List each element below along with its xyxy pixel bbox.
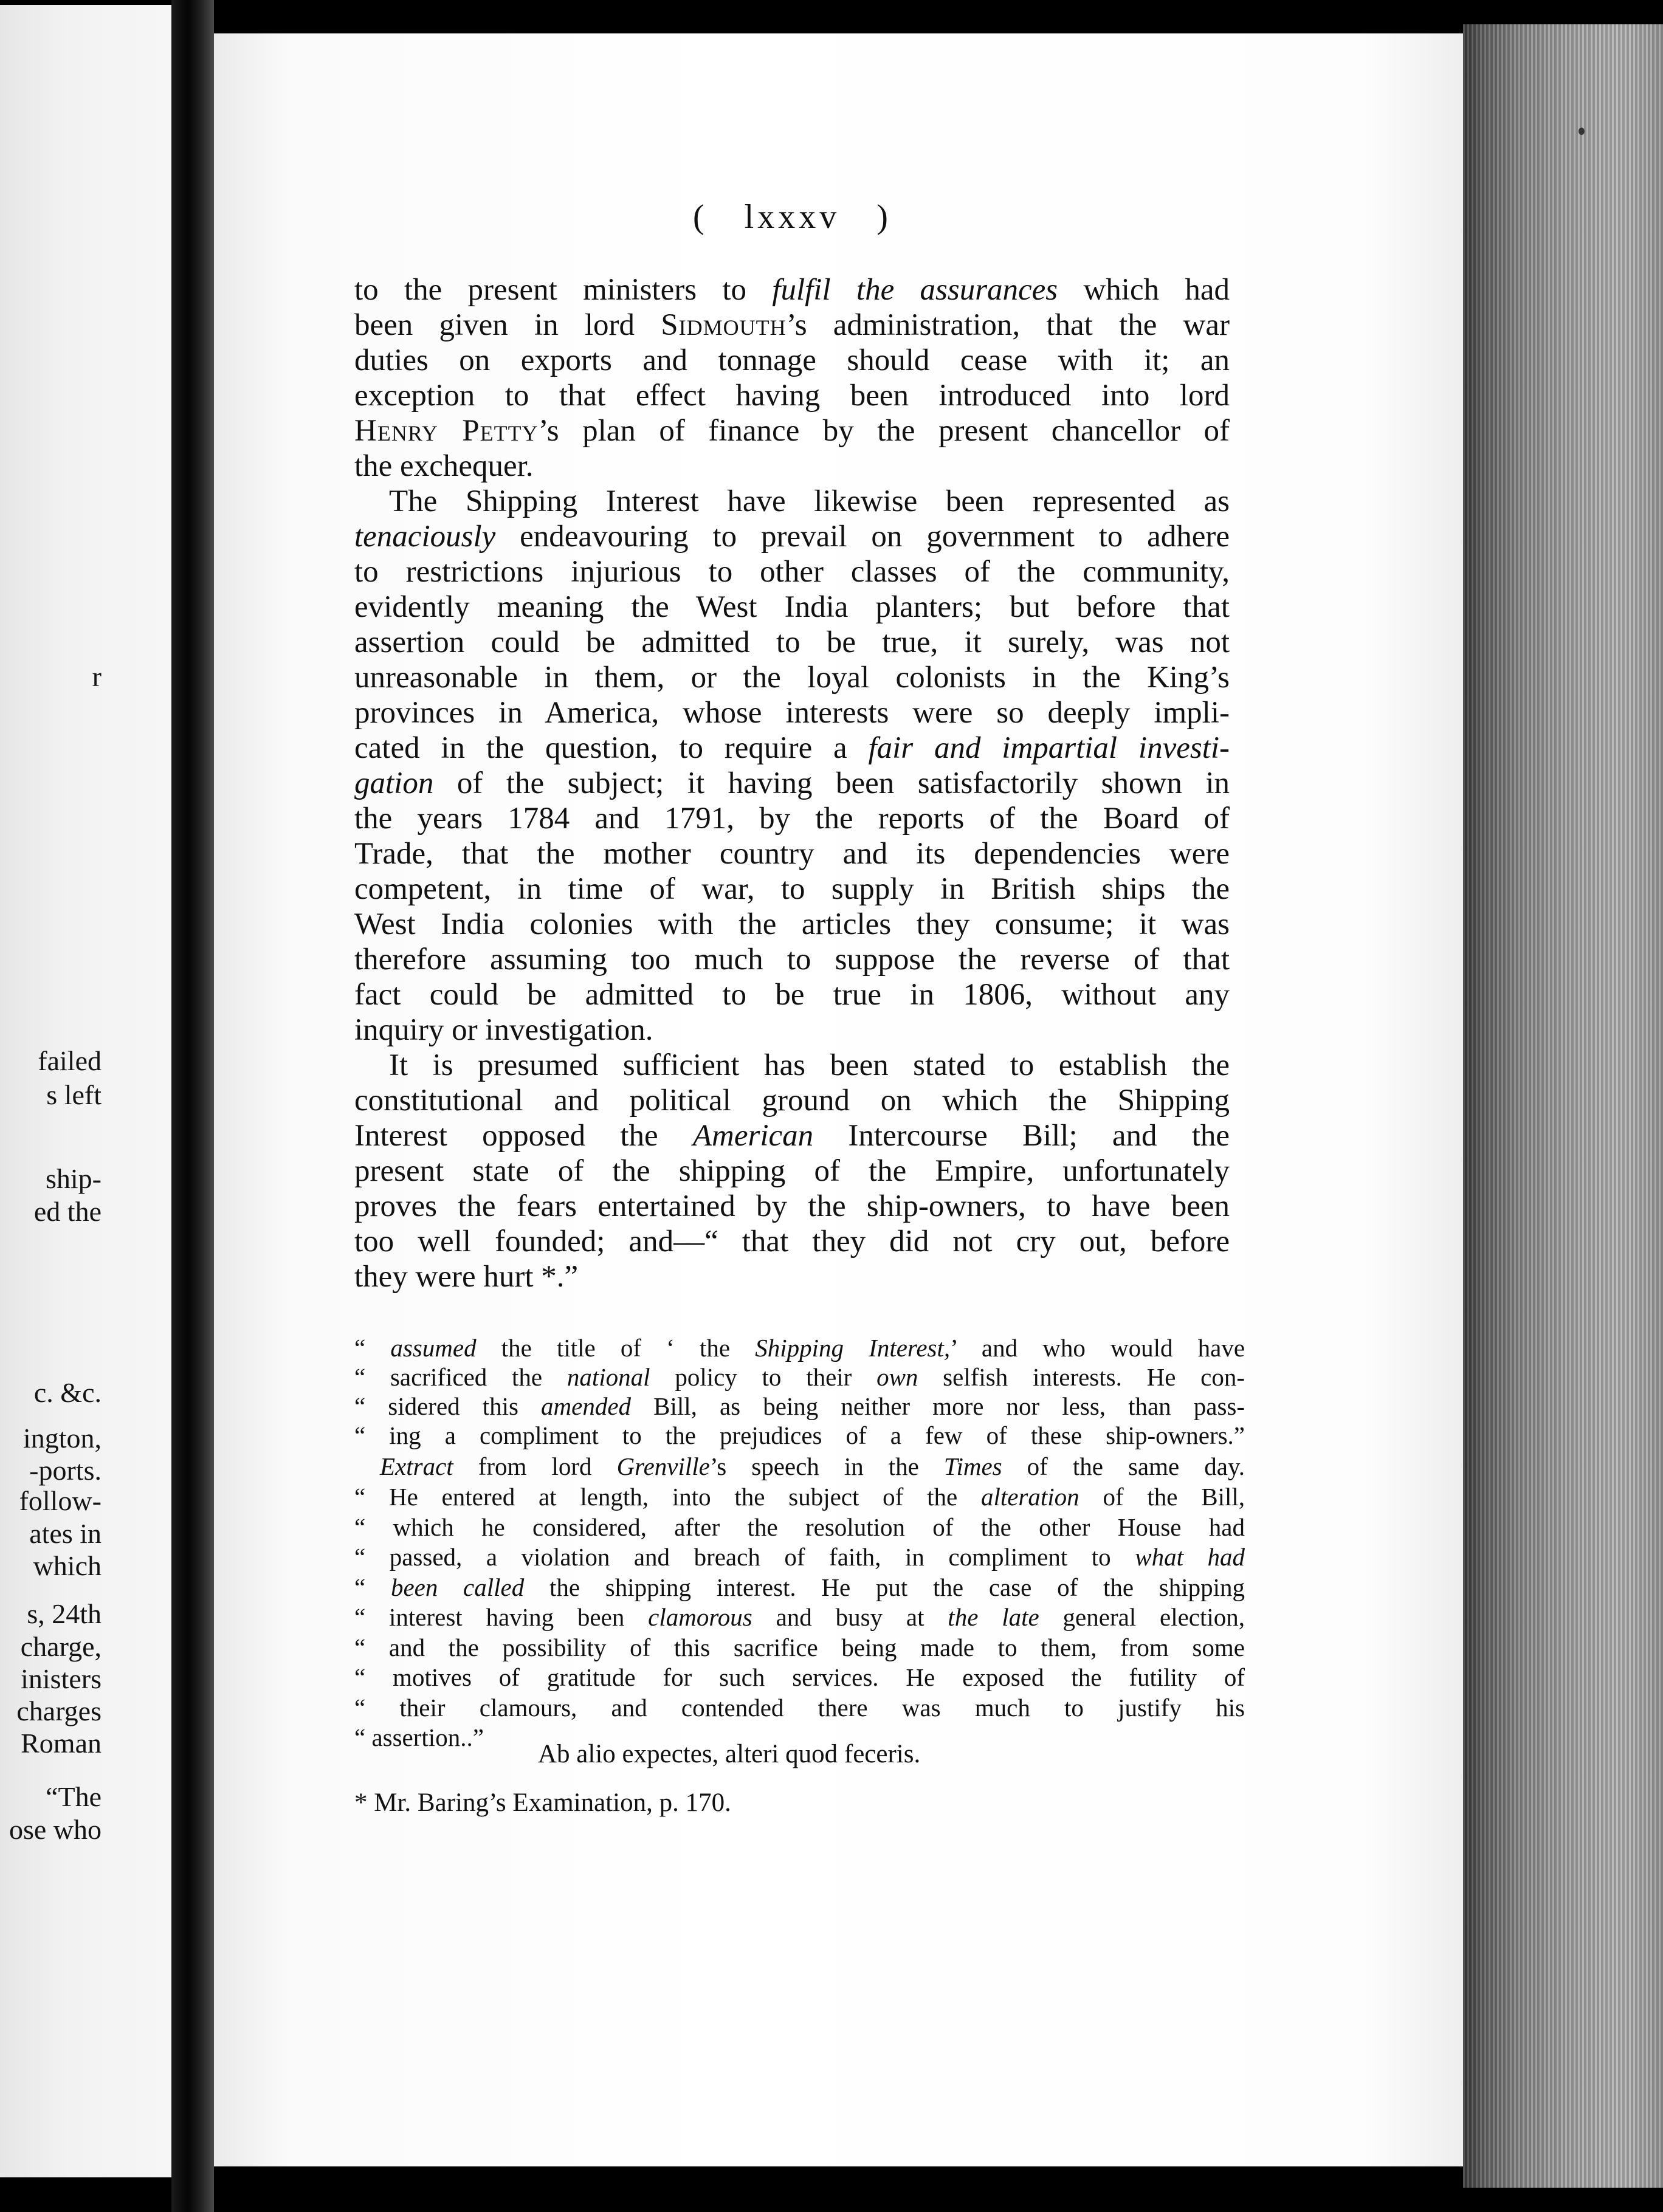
body-line: constitutional and political ground on which the Shipping [354,1084,1230,1118]
left-page-fragment: charge, [20,1631,102,1662]
left-page-fragment: inisters [21,1663,102,1694]
body-line: West India colonies with the articles they consume; it was [354,907,1230,941]
body-line: they were hurt *.” [354,1260,579,1294]
body-line: too well founded; and—“ that they did not cry out, before [354,1224,1230,1259]
left-page-fragment: Roman [21,1728,102,1759]
body-line: assertion could be admitted to be true, it surely, was not [354,625,1230,659]
footnote-line: “ and the possibility of this sacrifice being made to them, from some [354,1633,1245,1661]
body-line: inquiry or investigation. [354,1013,653,1047]
body-line: proves the fears entertained by the ship-owners, to have been [354,1189,1230,1223]
body-line: present state of the shipping of the Empire, unfortunately [354,1154,1230,1188]
left-page-fragment: r [92,661,102,692]
footnote-line: “ which he considered, after the resolution of the other House had [354,1513,1245,1541]
left-page-fragment: “The [46,1781,102,1812]
footnote-reference: * Mr. Baring’s Examination, p. 170. [354,1788,731,1817]
body-line: the years 1784 and 1791, by the reports of the Board of [354,802,1230,836]
body-line: tenaciously endeavouring to prevail on government to adhere [354,520,1230,554]
footnote-line: “ their clamours, and contended there was much to justify his [354,1694,1245,1722]
left-page-fragment: c. &c. [33,1377,102,1408]
left-page-fragment: s, 24th [27,1598,102,1629]
body-line: Interest opposed the American Intercourse Bill; and the [354,1119,1230,1153]
footnote-line: Extract from lord Grenville’s speech in the Times of the same day. [380,1452,1245,1480]
left-page-fragment: ed the [33,1196,102,1227]
body-line: therefore assuming too much to suppose the reverse of that [354,943,1230,977]
footnote-line: “ ing a compliment to the prejudices of a few of these ship-owners.” [354,1421,1245,1449]
body-line: competent, in time of war, to supply in British ships the [354,872,1230,906]
footnote-line: “ motives of gratitude for such services. He exposed the futility of [354,1663,1245,1691]
footnote-line: “ sacrificed the national policy to their own selfish interests. He con- [354,1363,1245,1391]
body-line: gation of the subject; it having been satisfactorily shown in [354,766,1230,800]
left-page-fragment: -ports. [29,1455,102,1486]
footnote-line: “ sidered this amended Bill, as being neither more nor less, than pass- [354,1392,1245,1420]
footnote-line: “ He entered at length, into the subject of the alteration of the Bill, [354,1483,1245,1511]
footnote-line: “ passed, a violation and breach of faith, in compliment to what had [354,1543,1245,1571]
page-number: ( lxxxv ) [693,198,892,236]
left-facing-page [0,5,171,2177]
body-line: Henry Petty’s plan of finance by the present chancellor of [354,414,1230,448]
body-line: to restrictions injurious to other classes of the community, [354,555,1230,589]
page-edges [1463,24,1663,2188]
body-line: to the present ministers to fulfil the assurances which had [354,273,1230,307]
body-line: unreasonable in them, or the loyal colonists in the King’s [354,661,1230,695]
body-line: It is presumed sufficient has been stated to establish the [389,1048,1230,1082]
body-line: exception to that effect having been introduced into lord [354,379,1230,413]
left-page-fragment: follow- [19,1485,102,1516]
latin-motto: Ab alio expectes, alteri quod feceris. [538,1740,921,1768]
footnote-line: “ assertion..” [354,1723,484,1751]
body-line: provinces in America, whose interests were so deeply impli- [354,696,1230,730]
body-line: Trade, that the mother country and its dependencies were [354,837,1230,871]
body-line: evidently meaning the West India planters; but before that [354,590,1230,624]
left-page-fragment: failed [38,1045,102,1076]
book-gutter [171,0,214,2212]
body-line: the exchequer. [354,449,534,483]
left-page-fragment: ington, [22,1423,102,1454]
left-page-fragment: s left [46,1079,102,1110]
left-page-fragment: ose who [9,1814,102,1845]
footnote-line: “ interest having been clamorous and busy at the late general election, [354,1603,1245,1631]
body-line: The Shipping Interest have likewise been represented as [389,484,1230,518]
left-page-fragment: ates in [29,1518,102,1549]
footnote-line: “ been called the shipping interest. He put the case of the shipping [354,1573,1245,1601]
body-line: been given in lord Sidmouth’s administration, that the war [354,308,1230,342]
body-line: duties on exports and tonnage should cease with it; an [354,343,1230,377]
body-line: cated in the question, to require a fair and impartial investi- [354,731,1230,765]
footnote-line: “ assumed the title of ‘ the Shipping Interest,’ and who would have [354,1334,1245,1362]
body-line: fact could be admitted to be true in 1806, without any [354,978,1230,1012]
left-page-fragment: charges [16,1695,102,1726]
left-page-fragment: ship- [46,1163,102,1194]
page-speck [1579,128,1585,135]
left-page-fragment: which [33,1550,102,1581]
